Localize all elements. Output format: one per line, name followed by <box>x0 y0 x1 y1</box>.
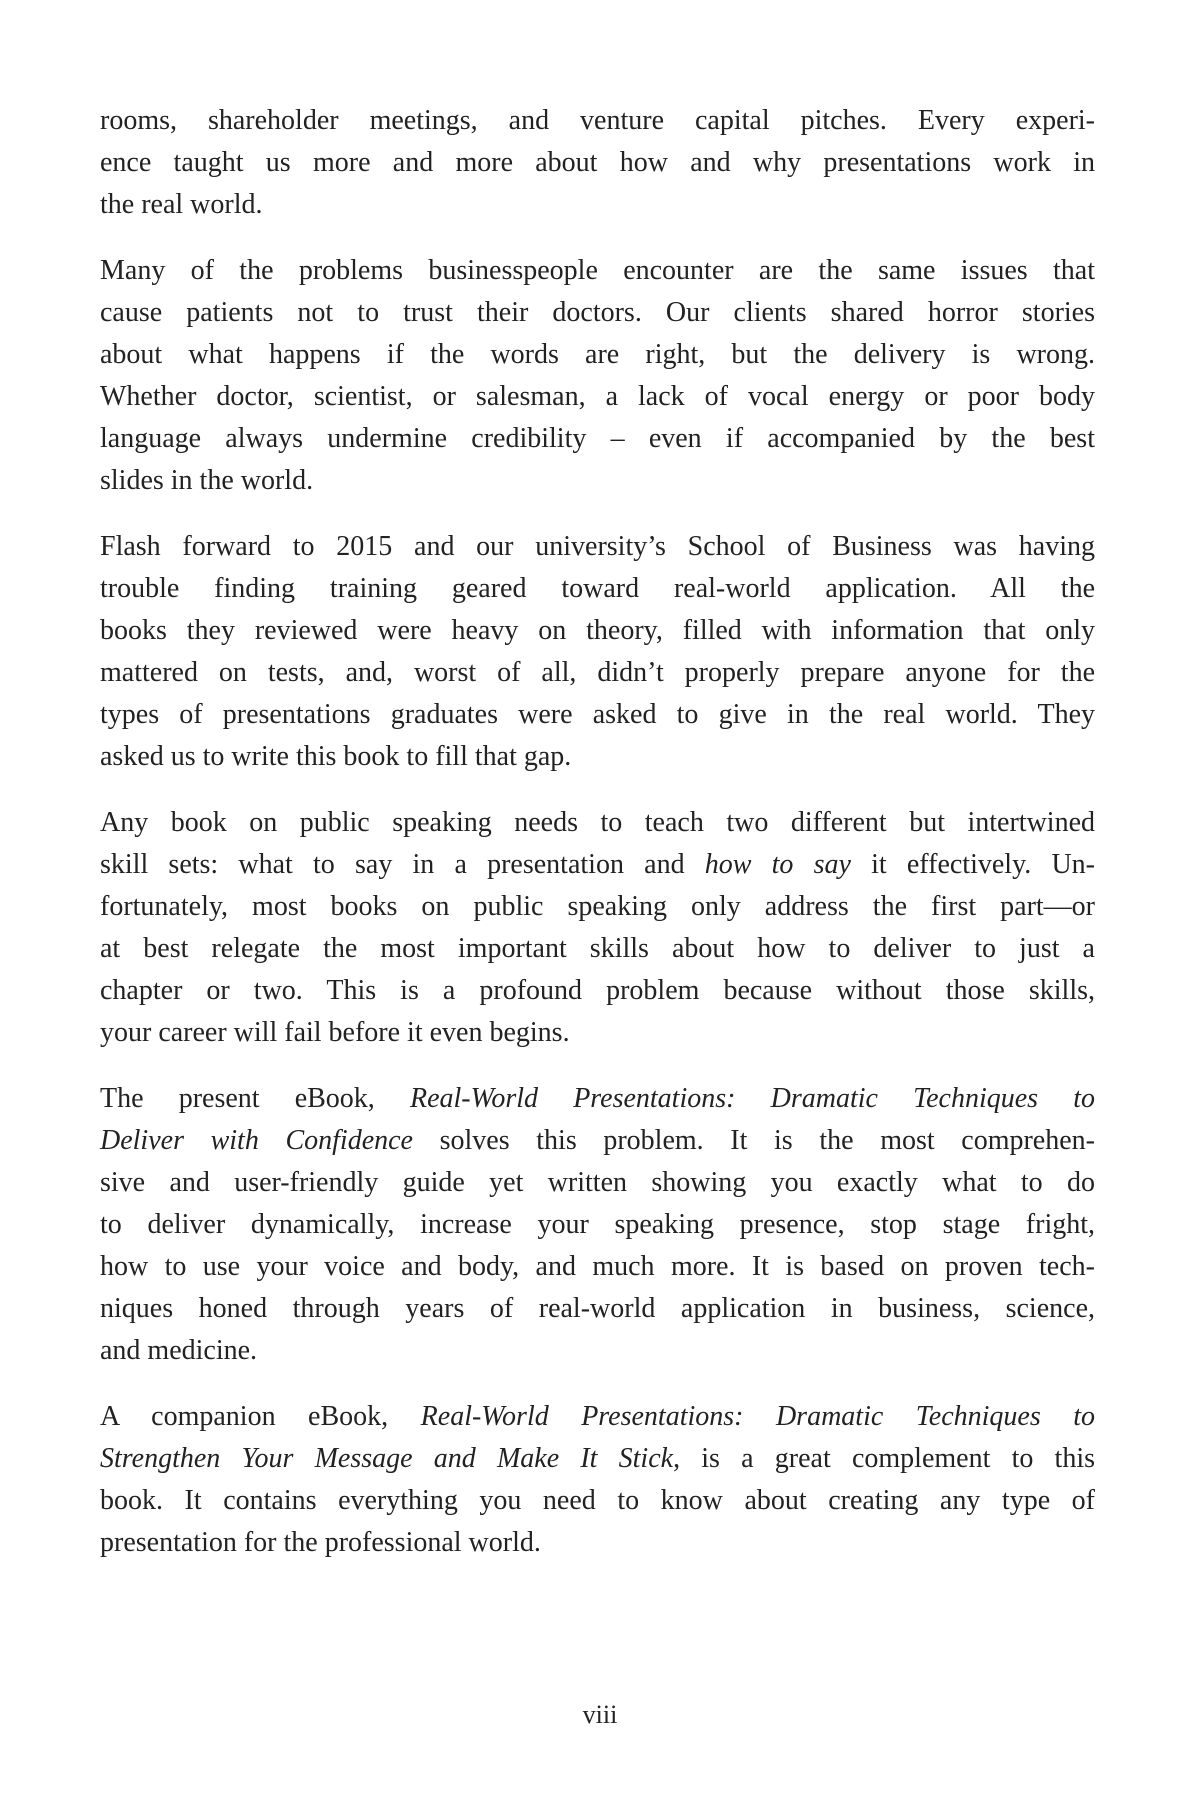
text-line <box>100 376 1095 418</box>
text-line <box>100 802 1095 844</box>
text-segment: your career will fail before it even begins. <box>100 1017 570 1048</box>
text-line <box>100 1162 1095 1204</box>
text-segment: at best relegate the most important skills about how to deliver to just a <box>100 933 1095 964</box>
text-line <box>100 886 1095 928</box>
paragraph <box>100 250 1095 502</box>
text-line <box>100 418 1095 460</box>
page-number: viii <box>582 1700 618 1729</box>
text-line <box>100 1120 1095 1162</box>
text-line <box>100 1330 1095 1372</box>
text-segment: the real world. <box>100 189 263 220</box>
text-line <box>100 928 1095 970</box>
italic-title-text: how to say <box>704 849 851 880</box>
text-segment: Flash forward to 2015 and our university’s School of Business was having <box>100 531 1095 562</box>
text-segment: slides in the world. <box>100 465 314 496</box>
italic-title-text: Strengthen Your Message and Make It Stick <box>100 1443 674 1474</box>
text-segment: presentation for the professional world. <box>100 1527 541 1558</box>
paragraph <box>100 802 1095 1054</box>
italic-title-text: Real-World Presentations: Dramatic Techniques to <box>409 1083 1095 1114</box>
text-segment: fortunately, most books on public speaking only address the first part—or <box>100 891 1095 922</box>
text-segment: to deliver dynamically, increase your speaking presence, stop stage fright, <box>100 1209 1095 1240</box>
text-segment: ence taught us more and more about how and why presentations work in <box>100 147 1095 178</box>
text-segment: Whether doctor, scientist, or salesman, a lack of vocal energy or poor body <box>100 381 1095 412</box>
text-segment: how to use your voice and body, and much more. It is based on proven tech- <box>100 1251 1095 1282</box>
text-segment: it effectively. Un- <box>850 849 1095 880</box>
text-line <box>100 1204 1095 1246</box>
text-segment: rooms, shareholder meetings, and venture capital pitches. Every experi- <box>100 105 1095 136</box>
text-line <box>100 652 1095 694</box>
paragraph <box>100 526 1095 778</box>
text-segment: trouble finding training geared toward real-world application. All the <box>100 573 1095 604</box>
text-line <box>100 292 1095 334</box>
text-segment: asked us to write this book to fill that gap. <box>100 741 572 772</box>
text-segment: Any book on public speaking needs to teach two different but intertwined <box>100 807 1095 838</box>
text-line <box>100 1396 1095 1438</box>
italic-title-text: Real-World Presentations: Dramatic Techniques to <box>420 1401 1095 1432</box>
text-line <box>100 184 1095 226</box>
text-segment: and medicine. <box>100 1335 258 1366</box>
text-segment: chapter or two. This is a profound problem because without those skills, <box>100 975 1095 1006</box>
text-line <box>100 1438 1095 1480</box>
text-segment: book. It contains everything you need to know about creating any type of <box>100 1485 1095 1516</box>
text-segment: skill sets: what to say in a presentation and <box>100 849 705 880</box>
text-line <box>100 460 1095 502</box>
text-segment: The present eBook, <box>100 1083 410 1114</box>
text-segment: A companion eBook, <box>100 1401 421 1432</box>
text-line <box>100 1246 1095 1288</box>
text-line <box>100 610 1095 652</box>
text-line <box>100 1012 1095 1054</box>
paragraph <box>100 100 1095 226</box>
text-line <box>100 844 1095 886</box>
text-segment: types of presentations graduates were asked to give in the real world. They <box>100 699 1095 730</box>
text-segment: cause patients not to trust their doctors. Our clients shared horror stories <box>100 297 1095 328</box>
text-segment: books they reviewed were heavy on theory, filled with information that only <box>100 615 1095 646</box>
text-line <box>100 1480 1095 1522</box>
italic-title-text: Deliver with Confidence <box>100 1125 413 1156</box>
text-line <box>100 736 1095 778</box>
text-line <box>100 970 1095 1012</box>
text-line <box>100 1288 1095 1330</box>
text-line <box>100 526 1095 568</box>
paragraph <box>100 1396 1095 1564</box>
text-segment: language always undermine credibility – even if accompanied by the best <box>100 423 1095 454</box>
text-segment: niques honed through years of real-world application in business, science, <box>100 1293 1095 1324</box>
text-line <box>100 1078 1095 1120</box>
text-line <box>100 142 1095 184</box>
text-line <box>100 1522 1095 1564</box>
text-segment: solves this problem. It is the most comprehen- <box>412 1125 1095 1156</box>
text-line <box>100 100 1095 142</box>
text-segment: mattered on tests, and, worst of all, didn’t properly prepare anyone for the <box>100 657 1095 688</box>
paragraph <box>100 1078 1095 1372</box>
text-segment: sive and user-friendly guide yet written showing you exactly what to do <box>100 1167 1095 1198</box>
text-segment: about what happens if the words are right, but the delivery is wrong. <box>100 339 1095 370</box>
text-line <box>100 250 1095 292</box>
text-line <box>100 334 1095 376</box>
text-line <box>100 694 1095 736</box>
page-body <box>100 100 1095 1588</box>
text-segment: , is a great complement to this <box>673 1443 1096 1474</box>
text-segment: Many of the problems businesspeople encounter are the same issues that <box>100 255 1095 286</box>
text-line <box>100 568 1095 610</box>
